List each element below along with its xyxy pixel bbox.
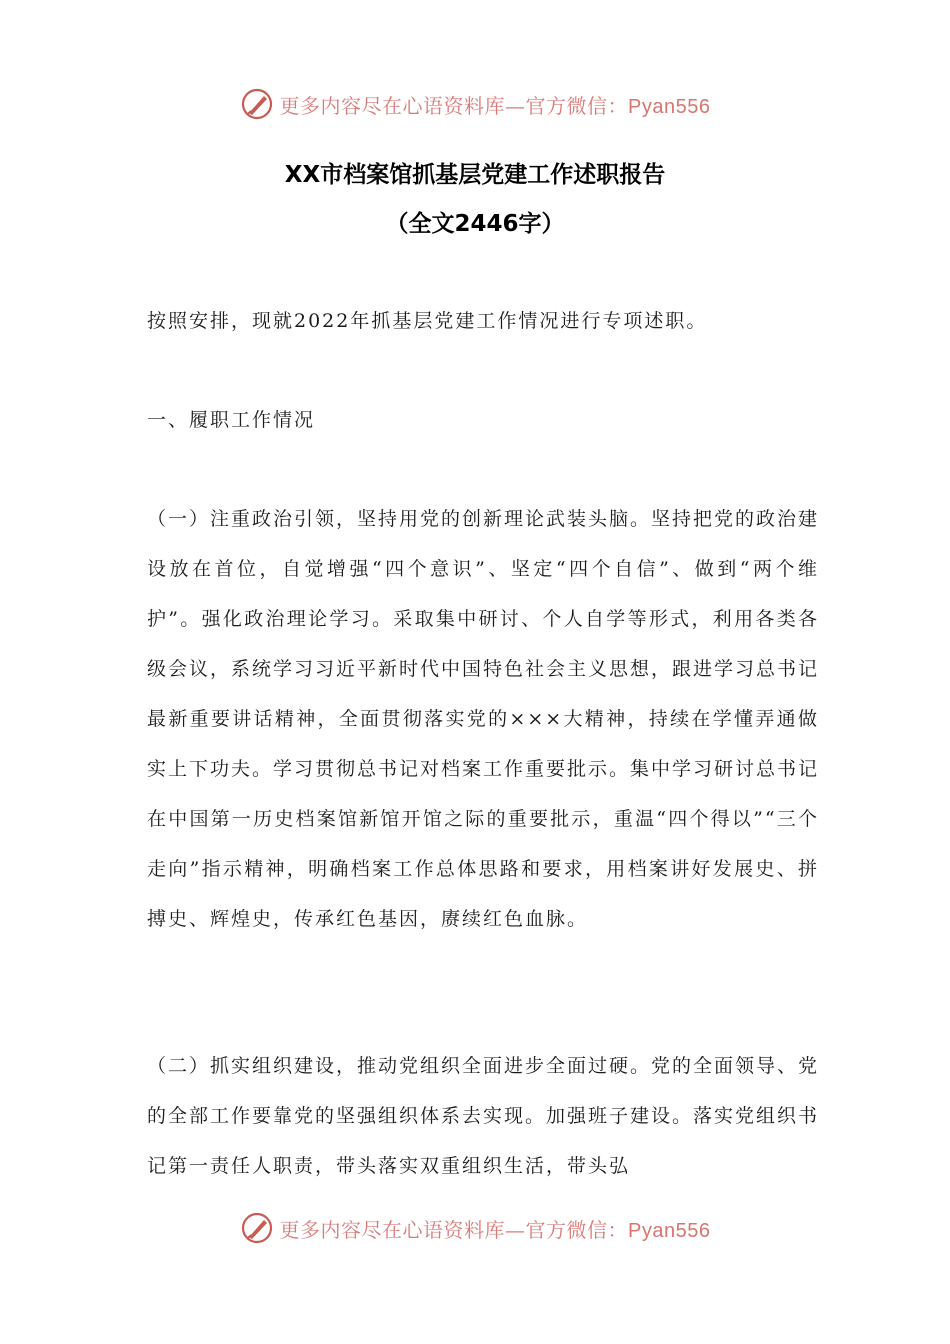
intro-paragraph: 按照安排，现就2022年抓基层党建工作情况进行专项述职。: [147, 310, 708, 332]
header-watermark-banner: [0, 84, 950, 124]
document-subtitle: （全文2446字）: [385, 211, 565, 237]
section-2-paragraph: （二）抓实组织建设，推动党组织全面进步全面过硬。党的全面领导、党的全部工作要靠党的坚强组织体系去实现。加强班子建设。落实党组织书记第一责任人职责，带头落实双重组织生活，带头弘: [147, 1055, 820, 1177]
quill-logo-icon: [240, 87, 274, 121]
section-1-paragraph: （一）注重政治引领，坚持用党的创新理论武装头脑。坚持把党的政治建设放在首位，自觉增强“四个意识”、坚定“四个自信”、做到“两个维护”。强化政治理论学习。采取集中研讨、个人自学等形式，利用各类各级会议，系统学习习近平新时代中国特色社会主义思想，跟进学习总书记最新重要讲话精神，全面贯彻落实党的×××大精神，持续在学懂弄通做实上下功夫。学习贯彻总书记对档案工作重要批示。集中学习研讨总书记在中国第一历史档案馆新馆开馆之际的重要批示，重温“四个得以”“三个走向”指示精神，明确档案工作总体思路和要求，用档案讲好发展史、拼搏史、辉煌史，传承红色基因，赓续红色血脉。: [147, 508, 820, 930]
quill-logo-icon: [240, 1211, 274, 1245]
watermark-text: 更多内容尽在心语资料库—官方微信：Pyan556: [279, 93, 711, 118]
watermark-text: 更多内容尽在心语资料库—官方微信：Pyan556: [279, 1217, 711, 1242]
document-title: XX市档案馆抓基层党建工作述职报告: [284, 162, 666, 188]
footer-watermark-banner: [0, 1208, 950, 1248]
section-heading: 一、履职工作情况: [147, 409, 316, 431]
